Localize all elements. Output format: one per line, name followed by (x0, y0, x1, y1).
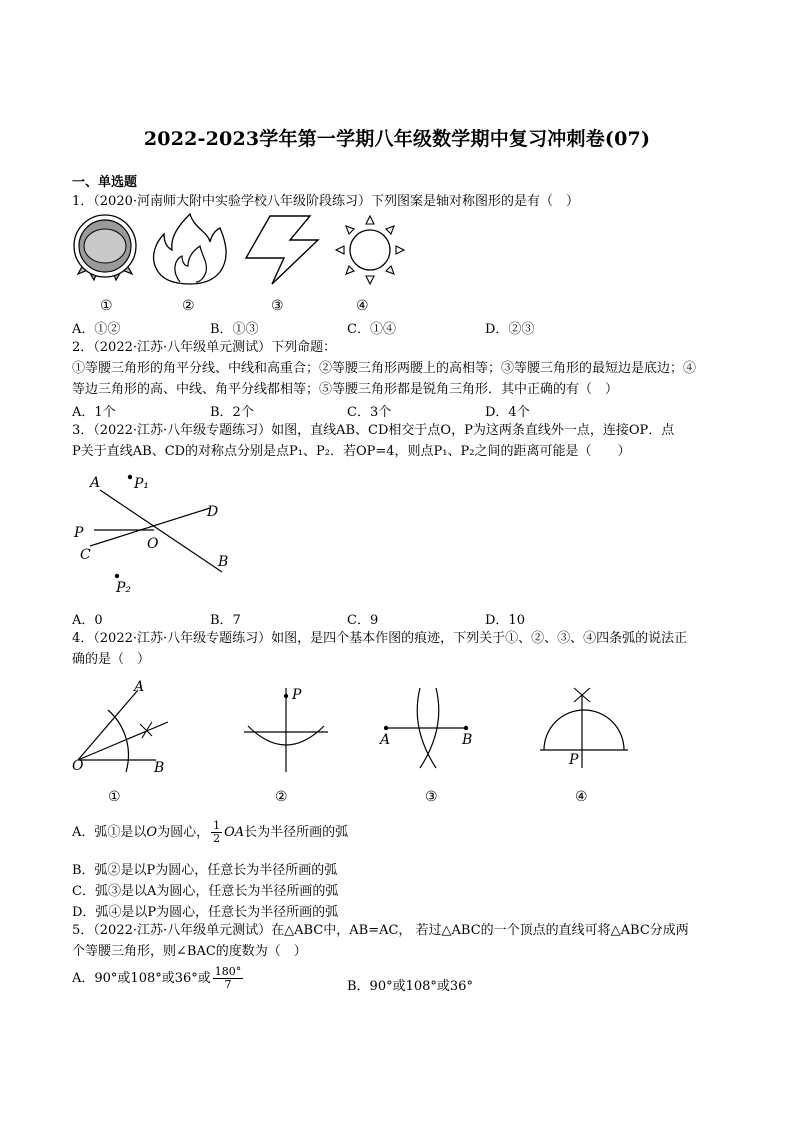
q5-option-a-fraction-num: 180° (214, 965, 242, 978)
section-heading: 一、单选题 (72, 175, 138, 190)
q4-figure-label-3: ③ (425, 789, 438, 805)
q4-option-a-fraction-den: 2 (213, 832, 221, 845)
q4-stem-line-1: 4．（2022·江苏·八年级专题练习）如图，是四个基本作图的痕迹，下列关于①、②、③、④四条弧的说法正 (72, 631, 688, 646)
q2-stem-line-3: 等边三角形的高、中线、角平分线都相等；⑤等腰三角形都是锐角三角形．其中正确的有（ ） (72, 382, 619, 397)
q3-label-b: B (218, 554, 229, 570)
q2-option-a[interactable]: A．1个 (72, 405, 116, 420)
q4-option-a-suffix: 长为半径所画的弧 (244, 825, 349, 840)
q1-stem: 1．（2020·河南师大附中实验学校八年级阶段练习）下列图案是轴对称图形的是有（ ） (72, 194, 579, 209)
q3-stem-line-2: P关于直线AB、CD的对称点分别是点P₁、P₂．若OP=4，则点P₁、P₂之间的距离可能是（ ） (72, 444, 631, 459)
q4-fig1-label-b: B (154, 760, 165, 776)
q4-option-a[interactable] (72, 820, 348, 845)
q1-figure-sun (330, 210, 410, 288)
q1-option-b[interactable]: B．①③ (210, 322, 259, 337)
q4-figure-3 (380, 684, 476, 776)
q4-option-a-fraction-num: 1 (213, 819, 221, 832)
q5-option-b[interactable]: B．90°或108°或36° (347, 979, 473, 994)
q5-option-a[interactable] (72, 966, 245, 991)
q5-stem-line-1: 5．（2022·江苏·八年级单元测试）在△ABC中，AB=AC， 若过△ABC的一个顶点的直线可将△ABC分成两 (72, 923, 689, 938)
q1-option-c[interactable]: C．①④ (347, 322, 396, 337)
q1-figure-medal (70, 212, 150, 284)
q4-fig1-label-a: A (134, 679, 145, 695)
q4-option-a-fraction (211, 820, 222, 845)
q3-option-d[interactable]: D．10 (485, 613, 525, 628)
q4-figure-label-2: ② (275, 789, 288, 805)
q3-option-a[interactable]: A．0 (72, 613, 103, 628)
q3-option-c[interactable]: C．9 (347, 613, 379, 628)
q1-option-d[interactable]: D．②③ (485, 322, 535, 337)
q2-option-b[interactable]: B．2个 (210, 405, 254, 420)
q3-label-p1: P₁ (134, 476, 150, 492)
q4-figure-2 (240, 684, 334, 776)
q3-label-d: D (207, 504, 219, 520)
q4-option-d[interactable]: D．弧④是以P为圆心，任意长为半径所画的弧 (72, 905, 339, 920)
q4-option-a-point-o: O (146, 825, 158, 840)
q4-figure-label-4: ④ (575, 789, 588, 805)
q5-option-a-fraction-den: 7 (224, 978, 232, 991)
q4-option-a-segment-oa: OA (224, 825, 245, 840)
q4-option-a-prefix: A．弧①是以 (72, 825, 147, 840)
q1-figure-label-2: ② (182, 298, 195, 314)
q1-figure-label-1: ① (100, 298, 113, 314)
q4-figure-label-1: ① (108, 789, 121, 805)
q4-fig1-label-o: O (72, 758, 84, 774)
q4-option-c[interactable]: C．弧③是以A为圆心，任意长为半径所画的弧 (72, 884, 339, 899)
q4-option-b[interactable]: B．弧②是以P为圆心，任意长为半径所画的弧 (72, 863, 338, 878)
q3-point-p1 (128, 475, 132, 479)
q3-option-b[interactable]: B．7 (210, 613, 241, 628)
q1-figure-label-4: ④ (356, 298, 369, 314)
q4-fig2-label-p: P (292, 687, 302, 703)
page-title: 2022-2023学年第一学期八年级数学期中复习冲刺卷(07) (143, 128, 651, 150)
q3-label-o: O (147, 536, 159, 552)
q2-stem-line-2: ①等腰三角形的角平分线、中线和高重合；②等腰三角形两腰上的高相等；③等腰三角形的最短边是底边；④ (72, 361, 697, 376)
q1-figure-flame (150, 212, 232, 286)
q3-stem-line-1: 3．（2022·江苏·八年级专题练习）如图，直线AB、CD相交于点O，P为这两条直线外一点，连接OP．点 (72, 423, 675, 438)
q5-stem-line-2: 个等腰三角形，则∠BAC的度数为（ ） (72, 944, 307, 959)
q1-figure-lightning (238, 212, 322, 286)
q5-option-a-fraction (213, 966, 244, 991)
q1-option-a[interactable]: A．①② (72, 322, 121, 337)
q3-label-c: C (80, 547, 91, 563)
q3-line-ab (100, 490, 222, 572)
q1-figure-label-3: ③ (271, 298, 284, 314)
q2-option-c[interactable]: C．3个 (347, 405, 392, 420)
q3-label-a: A (90, 475, 101, 491)
q4-option-a-middle: 为圆心， (157, 825, 210, 840)
q3-label-p2: P₂ (116, 580, 132, 596)
q4-fig3-label-a: A (380, 732, 391, 748)
q4-fig4-label-p: P (569, 752, 579, 768)
q4-stem-line-2: 确的是（ ） (72, 652, 151, 667)
q2-stem-line-1: 2．（2022·江苏·八年级单元测试）下列命题： (72, 340, 337, 355)
q2-option-d[interactable]: D．4个 (485, 405, 530, 420)
q3-point-p2 (115, 574, 119, 578)
q4-fig3-label-b: B (462, 732, 473, 748)
q3-label-p: P (74, 525, 84, 541)
q4-figure-4 (536, 684, 632, 772)
q5-option-a-prefix: A．90°或108°或36°或 (72, 971, 211, 986)
